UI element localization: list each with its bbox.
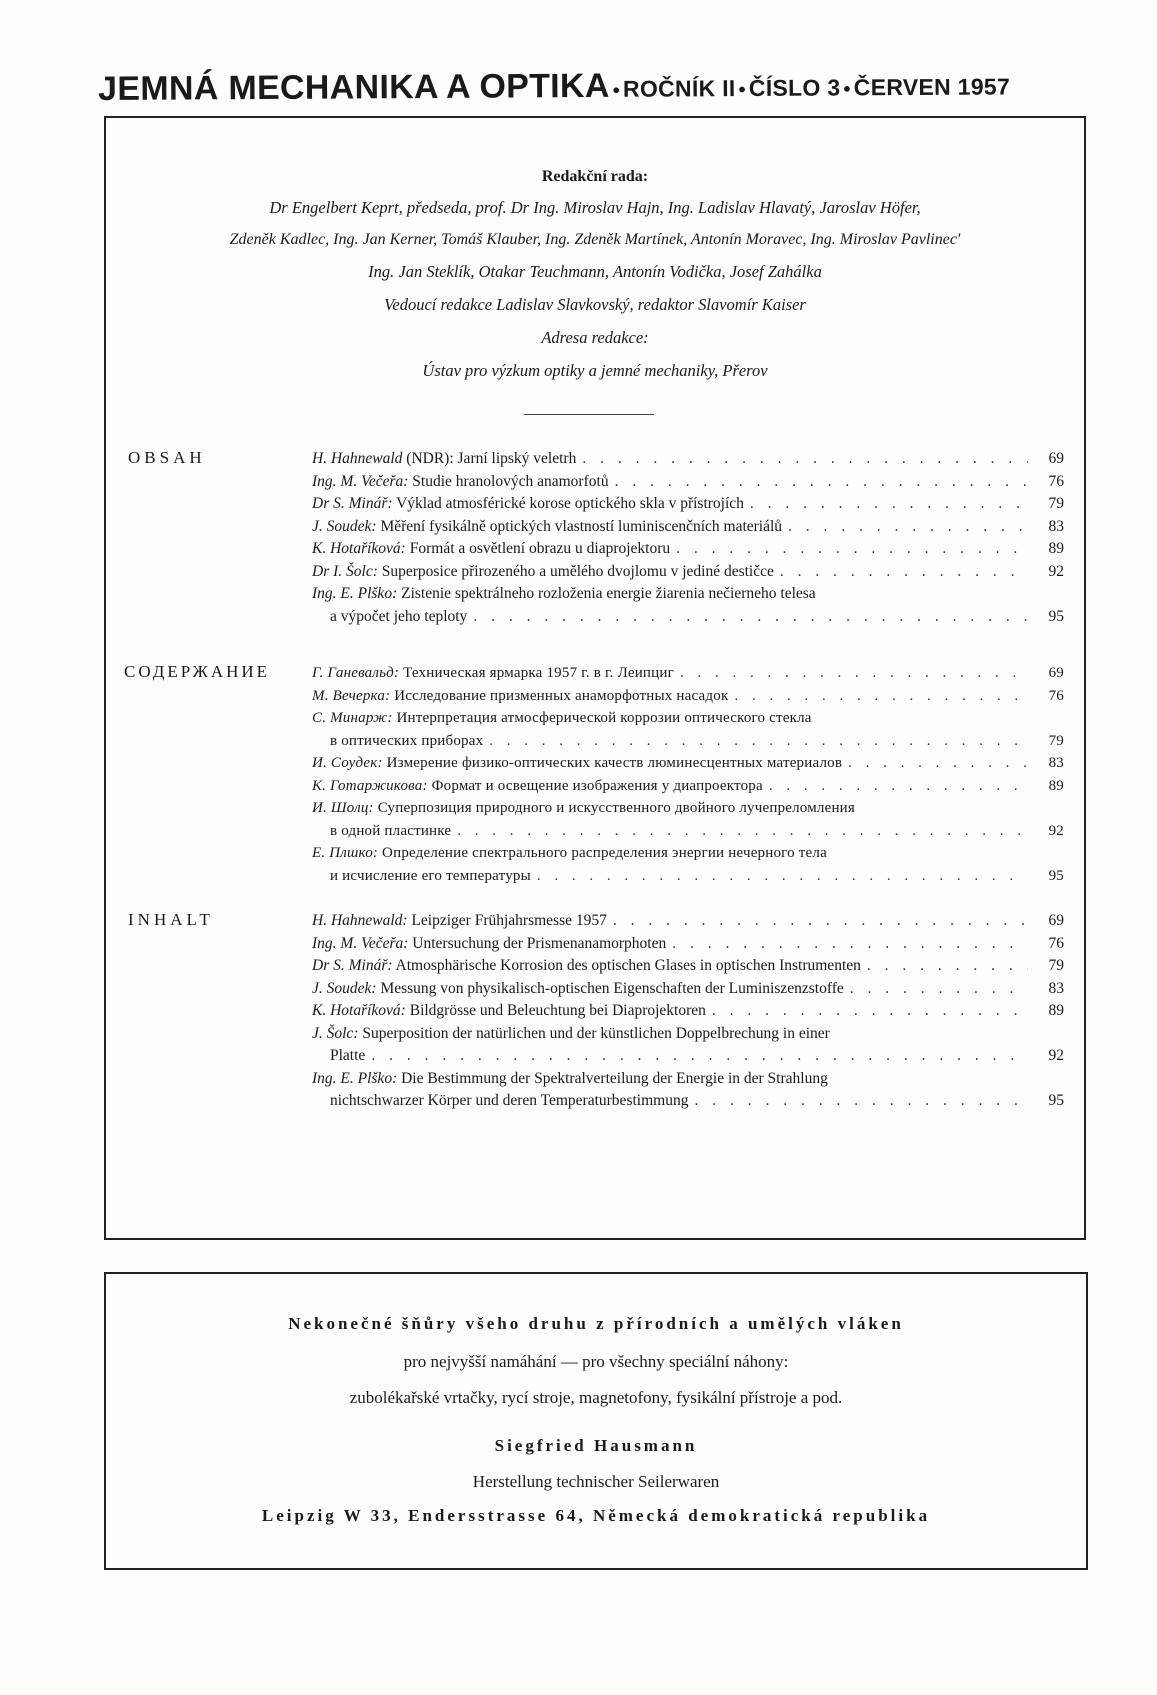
toc-author: М. Вечерка: — [312, 687, 391, 704]
toc-entry — [312, 978, 1064, 1001]
toc-author: H. Hahnewald — [312, 450, 403, 467]
toc-entry-text — [312, 448, 576, 471]
toc-entry-text — [312, 1068, 828, 1091]
address-label: Adresa redakce: — [541, 328, 649, 347]
section-label: СОДЕРЖАНИЕ — [124, 662, 271, 681]
toc-entry-line — [312, 662, 1064, 685]
toc-entry-line — [312, 955, 1064, 978]
toc-entry — [312, 752, 1064, 775]
toc-entry-continuation — [312, 1090, 1064, 1113]
editorial-board — [106, 168, 1084, 394]
toc-list — [312, 910, 1064, 1113]
dot-leader — [537, 865, 1028, 888]
toc-page-number: 79 — [1048, 957, 1064, 974]
toc-author: Ing. E. Plško: — [312, 585, 398, 602]
toc-entry-line — [312, 1068, 1064, 1091]
toc-page-number: 92 — [1048, 562, 1064, 580]
toc-author: J. Soudek: — [312, 517, 377, 535]
toc-title: Суперпозиция природного и искусственного двойного лучепреломления — [373, 800, 856, 816]
toc-entry-line — [312, 910, 1064, 933]
dot-leader — [694, 1090, 1028, 1113]
toc-page-number: 69 — [1048, 450, 1064, 467]
toc-title: Zistenie spektrálneho rozloženia energie žiarenia nečierneho telesa — [397, 585, 816, 602]
toc-entry — [312, 685, 1064, 708]
toc-title: Формат и освещение изображения у диапроектора — [427, 777, 763, 794]
toc-author: Dr I. Šolc: — [312, 562, 378, 580]
toc-entry-line — [312, 538, 1064, 561]
toc-entry-text — [312, 842, 827, 865]
toc-entry-text — [312, 493, 744, 516]
toc-page-number: 89 — [1048, 1002, 1064, 1019]
issue-date: ČERVEN 1957 — [853, 73, 1011, 101]
toc-entry — [312, 775, 1064, 798]
toc-title: Superposition der natürlichen und der künstlichen Doppelbrechung in einer — [358, 1024, 830, 1042]
separator-dot: • — [612, 79, 621, 102]
toc-page-number: 69 — [1048, 665, 1064, 681]
toc-page-number: 83 — [1048, 755, 1064, 771]
toc-author: К. Готаржикова: — [312, 777, 428, 794]
ad-business: Herstellung technischer Seilerwaren — [472, 1472, 720, 1491]
toc-entry-line — [312, 775, 1064, 798]
toc-entry — [312, 493, 1064, 516]
toc-entry-line — [312, 561, 1064, 584]
toc-entry-text — [312, 471, 609, 494]
board-members-line: Zdeněk Kadlec, Ing. Jan Kerner, Tomáš Klauber, Ing. Zdeněk Martínek, Antonín Moravec, Ing. Miroslav Pavlinec' — [229, 231, 961, 248]
toc-entry-text — [312, 775, 763, 798]
ad-address: Leipzig W 33, Endersstrasse 64, Německá demokratická republika — [261, 1506, 931, 1525]
dot-leader — [457, 820, 1028, 843]
toc-entry — [312, 471, 1064, 494]
dot-leader — [582, 448, 1028, 471]
toc-page-number: 83 — [1048, 979, 1064, 997]
toc-author: Ing. M. Večeřa: — [312, 472, 409, 490]
toc-page-number: 76 — [1048, 472, 1064, 490]
toc-title: Superposice přirozeného a umělého dvojlomu v jediné destičce — [377, 562, 774, 580]
toc-title: Bildgrösse und Beleuchtung bei Diaprojektoren — [405, 1002, 706, 1019]
toc-author: Ing. M. Večeřa: — [312, 934, 409, 952]
dot-leader — [788, 516, 1028, 539]
board-heading: Redakční rada: — [541, 168, 649, 185]
toc-entry-text — [312, 561, 774, 584]
toc-entry-line — [312, 1023, 1064, 1046]
toc-entry-text — [312, 933, 666, 956]
separator-dot: • — [738, 79, 746, 102]
toc-author: С. Минарж: — [312, 710, 393, 726]
toc-entry-text — [312, 583, 816, 606]
toc-page-number: 95 — [1048, 867, 1064, 884]
toc-page-number: 76 — [1048, 934, 1064, 952]
toc-title: Messung von physikalisch-optischen Eigenschaften der Luminiszenzstoffe — [376, 979, 844, 997]
toc-entry-line — [312, 1000, 1064, 1023]
dot-leader — [867, 955, 1028, 978]
editors-line: Vedoucí redakce Ladislav Slavkovský, redaktor Slavomír Kaiser — [384, 295, 806, 314]
dot-leader — [613, 910, 1028, 933]
toc-title-continuation: Platte — [330, 1047, 366, 1064]
dot-leader — [750, 493, 1028, 516]
toc-author: Ing. E. Plško: — [312, 1069, 398, 1087]
toc-entry-continuation — [312, 606, 1064, 629]
toc-entry — [312, 583, 1064, 628]
toc-entry — [312, 910, 1064, 933]
toc-title: Leipziger Frühjahrsmesse 1957 — [407, 912, 607, 929]
dot-leader — [615, 471, 1028, 494]
toc-author: Dr S. Minář: — [312, 495, 393, 512]
toc-entry-text — [312, 662, 674, 685]
toc-entry-text — [312, 910, 607, 933]
toc-page-number: 69 — [1048, 912, 1064, 929]
dot-leader — [769, 775, 1028, 798]
toc-entry-line — [312, 471, 1064, 494]
ad-line: zubolékařské vrtačky, rycí stroje, magnetofony, fysikální přístroje a pod. — [349, 1388, 843, 1407]
toc-author: H. Hahnewald: — [312, 912, 408, 929]
toc-entry-text — [312, 685, 728, 708]
ad-line: pro nejvyšší namáhání — pro všechny speciální náhony: — [403, 1352, 789, 1371]
toc-author: И. Шолц: — [312, 800, 374, 816]
journal-title: JEMNÁ MECHANIKA A OPTIKA — [98, 66, 610, 108]
contents-frame — [104, 116, 1086, 1240]
toc-page-number: 79 — [1048, 495, 1064, 512]
toc-list — [312, 662, 1064, 887]
board-members-line: Ing. Jan Steklík, Otakar Teuchmann, Antonín Vodička, Josef Zahálka — [368, 262, 822, 281]
toc-entry-continuation — [312, 865, 1064, 888]
toc-page-number: 79 — [1048, 732, 1064, 749]
toc-title: Untersuchung der Prismenanamorphoten — [408, 934, 667, 952]
toc-entry — [312, 516, 1064, 539]
toc-title: Atmosphärische Korrosion des optischen Glases in optischen Instrumenten — [392, 957, 861, 974]
dot-leader — [780, 561, 1028, 584]
toc-title: Výklad atmosférické korose optického skla v přístrojích — [392, 495, 744, 512]
toc-title-continuation: в одной пластинке — [330, 822, 452, 839]
toc-author: Е. Плшко: — [312, 845, 379, 861]
toc-page-number: 89 — [1048, 540, 1064, 557]
toc-entry-line — [312, 797, 1064, 820]
toc-title-continuation: a výpočet jeho teploty — [330, 607, 468, 625]
divider-rule — [524, 414, 654, 415]
toc-entry-line — [312, 752, 1064, 775]
toc-page-number: 76 — [1048, 687, 1064, 704]
toc-entry-line — [312, 448, 1064, 471]
toc-entry-line — [312, 493, 1064, 516]
toc-title: Die Bestimmung der Spektralverteilung der Energie in der Strahlung — [397, 1069, 828, 1087]
toc-entry-text — [312, 538, 670, 561]
toc-entry — [312, 797, 1064, 842]
toc-entry — [312, 1068, 1064, 1113]
toc-title-continuation: в оптических приборах — [330, 732, 484, 749]
dot-leader — [672, 933, 1028, 956]
toc-entry — [312, 842, 1064, 887]
toc-page-number: 95 — [1048, 1092, 1064, 1109]
toc-page-number: 83 — [1048, 517, 1064, 535]
dot-leader — [712, 1000, 1028, 1023]
dot-leader — [734, 685, 1028, 708]
ad-company: Siegfried Hausmann — [494, 1436, 698, 1455]
ad-headline: Nekonečné šňůry všeho druhu z přírodních a umělých vláken — [288, 1314, 904, 1333]
volume-label: ROČNÍK II — [622, 75, 736, 102]
toc-title: Техническая ярмарка 1957 г. в г. Леипциг — [399, 665, 674, 681]
dot-leader — [848, 752, 1028, 775]
dot-leader — [850, 978, 1028, 1001]
toc-page-number: 92 — [1048, 822, 1064, 839]
section-label: OBSAH — [128, 448, 206, 467]
toc-entry-text — [312, 978, 844, 1001]
toc-entry-line — [312, 842, 1064, 865]
toc-entry — [312, 448, 1064, 471]
toc-list — [312, 448, 1064, 628]
toc-entry-text — [312, 1023, 830, 1046]
toc-entry — [312, 662, 1064, 685]
toc-title-continuation: nichtschwarzer Körper und deren Temperaturbestimmung — [330, 1092, 689, 1109]
toc-author: Dr S. Minář: — [312, 957, 393, 974]
masthead — [98, 64, 1088, 109]
toc-entry — [312, 1023, 1064, 1068]
toc-entry — [312, 933, 1064, 956]
toc-entry-text — [312, 516, 782, 539]
dot-leader — [680, 662, 1028, 685]
toc-title: Определение спектрального распределения энергии нечерного тела — [378, 845, 827, 861]
toc-entry-text — [312, 707, 812, 730]
section-label: INHALT — [128, 910, 214, 929]
dot-leader — [489, 730, 1028, 753]
dot-leader — [371, 1045, 1028, 1068]
toc-entry — [312, 955, 1064, 978]
toc-entry-line — [312, 516, 1064, 539]
dot-leader — [473, 606, 1028, 629]
toc-entry-text — [312, 797, 855, 820]
toc-title: Интерпретация атмосферической коррозии оптического стекла — [392, 710, 812, 726]
toc-entry — [312, 538, 1064, 561]
toc-entry-line — [312, 933, 1064, 956]
editorial-address: Ústav pro výzkum optiky a jemné mechaniky, Přerov — [422, 361, 768, 380]
toc-page-number: 95 — [1048, 607, 1064, 625]
separator-dot: • — [843, 78, 851, 101]
toc-title: Měření fysikálně optických vlastností luminiscenčních materiálů — [376, 517, 783, 535]
board-members-line: Dr Engelbert Keprt, předseda, prof. Dr Ing. Miroslav Hajn, Ing. Ladislav Hlavatý, Jaroslav Höfer, — [269, 198, 921, 217]
toc-author: И. Соудек: — [312, 755, 383, 771]
toc-entry-text — [312, 955, 861, 978]
issue-number: ČÍSLO 3 — [748, 74, 841, 102]
toc-entry-text — [312, 752, 842, 775]
toc-title: Formát a osvětlení obrazu u diaprojektoru — [405, 540, 671, 557]
toc-title: Studie hranolových anamorfotů — [408, 472, 609, 490]
toc-entry-text — [312, 1000, 706, 1023]
toc-title-continuation: и исчисление его температуры — [330, 867, 531, 884]
toc-author: K. Hotaříková: — [312, 1002, 406, 1019]
toc-title: Исследование призменных анаморфотных насадок — [390, 687, 729, 704]
advertisement — [104, 1272, 1088, 1570]
toc-page-number: 92 — [1048, 1047, 1064, 1064]
toc-author: J. Soudek: — [312, 979, 377, 997]
toc-title: (NDR): Jarní lipský veletrh — [402, 450, 577, 467]
toc-entry-line — [312, 707, 1064, 730]
toc-entry-continuation — [312, 820, 1064, 843]
toc-entry-line — [312, 583, 1064, 606]
toc-page-number: 89 — [1048, 777, 1064, 794]
toc-author: Г. Ганевальд: — [312, 665, 400, 681]
toc-entry-line — [312, 685, 1064, 708]
toc-entry — [312, 1000, 1064, 1023]
toc-entry — [312, 561, 1064, 584]
toc-entry-continuation — [312, 730, 1064, 753]
toc-author: J. Šolc: — [312, 1024, 359, 1042]
toc-entry-continuation — [312, 1045, 1064, 1068]
toc-title: Измерение физико-оптических качеств люминесцентных материалов — [382, 755, 843, 771]
toc-entry-line — [312, 978, 1064, 1001]
dot-leader — [676, 538, 1028, 561]
toc-author: K. Hotaříková: — [312, 540, 406, 557]
toc-entry — [312, 707, 1064, 752]
